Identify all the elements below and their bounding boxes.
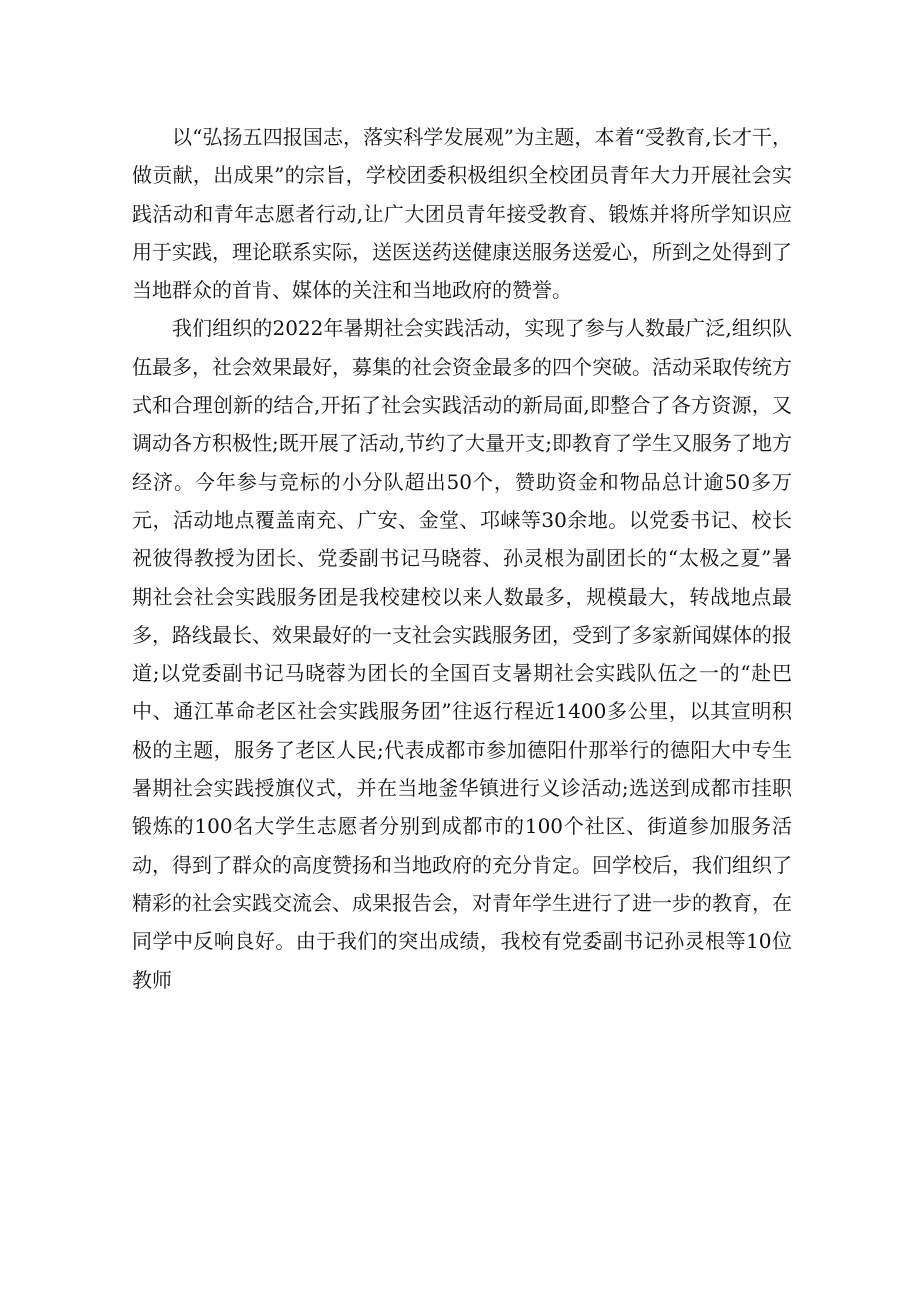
- paragraph-1: 以“弘扬五四报国志，落实科学发展观”为主题，本着“受教育,长才干，做贡献，出成果”的宗旨，学校团委积极组织全校团员青年大力开展社会实践活动和青年志愿者行动,让广大团员青年接受教育、锻炼并将所学知识应用于实践，理论联系实际，送医送药送健康送服务送爱心，所到之处得到了当地群众的首肯、媒体的关注和当地政府的赞誉。: [132, 125, 792, 303]
- paragraph-2: 我们组织的2022年暑期社会实践活动，实现了参与人数最广泛,组织队伍最多，社会效果最好，募集的社会资金最多的四个突破。活动采取传统方式和合理创新的结合,开拓了社会实践活动的新局面,即整合了各方资源，又调动各方积极性;既开展了活动,节约了大量开支;即教育了学生又服务了地方经济。今年参与竞标的小分队超出50个，赞助资金和物品总计逾50多万元，活动地点覆盖南充、广安、金堂、邛崃等30余地。以党委书记、校长祝彼得教授为团长、党委副书记马晓蓉、孙灵根为副团长的“太极之夏”暑期社会社会实践服务团是我校建校以来人数最多，规模最大，转战地点最多，路线最长、效果最好的一支社会实践服务团，受到了多家新闻媒体的报道;以党委副书记马晓蓉为团长的全国百支暑期社会实践队伍之一的“赴巴中、通江革命老区社会实践服务团”往返行程近1400多公里，以其宣明积极的主题，服务了老区人民;代表成都市参加德阳什那举行的德阳大中专生暑期社会实践授旗仪式，并在当地釜华镇进行义诊活动;选送到成都市挂职锻炼的100名大学生志愿者分别到成都市的100个社区、街道参加服务活动，得到了群众的高度赞扬和当地政府的充分肯定。回学校后，我们组织了精彩的社会实践交流会、成果报告会，对青年学生进行了进一步的教育，在同学中反响良好。由于我们的突出成绩，我校有党委副书记孙灵根等10位教师: [132, 316, 792, 992]
- document-body: [132, 118, 792, 999]
